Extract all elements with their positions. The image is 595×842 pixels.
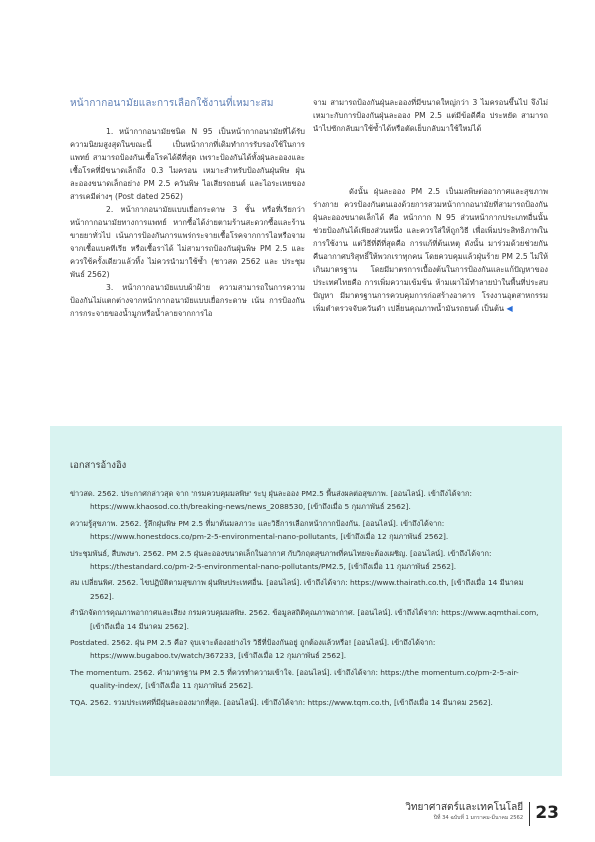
footer-journal	[405, 802, 523, 822]
section-heading: หน้ากากอนามัยและการเลือกใช้งานที่เหมาะสม	[70, 98, 274, 109]
page-footer	[405, 802, 559, 826]
paragraph-conclusion-text: ดังนั้น ฝุ่นละออง PM 2.5 เป็นมลพิษต่ออากาศและสุขภาพร่างกาย ควรป้องกันตนเองด้วยการสวมหน้ากากอนามัยที่สามารถป้องกันฝุ่นละอองขนาดเล็กได้ คือ หน้ากาก N 95 ส่วนหน้ากากประเภทอื่นนั้น ช่วยป้องกันได้เพียงส่วนหนึ่ง และควรใส่ให้ถูกวิธี เพื่อเพิ่มประสิทธิภาพในการใช้งาน แต่วิธีที่ดีที่สุดคือ การแก้ที่ต้นเหตุ ดังนั้น มาร่วมด้วยช่วยกันคืนอากาศบริสุทธิ์ให้พวกเราทุกคน โดยควบคุมแล้วฝุ่นร้าย PM 2.5 ไม่ให้เกินมาตรฐาน โดยมีมาตรการเบื้องต้นในการป้องกันและแก้ปัญหาของประเทศไทยคือ การเพิ่มความเข้มข้น ห้ามเผาไม้ทำลายป่าในพื้นที่ประสบปัญหา มีมาตรฐานการควบคุมการก่อสร้างอาคาร โรงงานอุตสาหกรรม เพิ่มตำตรวจจับควันดำ เปลี่ยนคุณภาพน้ำมันรถยนต์ เป็นต้น	[313, 187, 548, 313]
journal-issue: ปีที่ 34 ฉบับที่ 1 มกราคม-มีนาคม 2562	[433, 815, 524, 821]
right-column	[313, 96, 548, 315]
journal-title: วิทยาศาสตร์และเทคโนโลยี	[405, 802, 524, 813]
reference-item: ประชุมพันธ์, สืบพงษา. 2562. PM 2.5 ฝุ่นละอองขนาดเล็กในอากาศ กับวิกฤตสุขภาพที่คนไทยจะต้องเผชิญ. [ออนไลน์]. เข้าถึงได้จาก: https://thestandard.co/pm-2-5-environmental-nano-pollutants/PM2.5, [เข้าถึงเมื่อ 11 กุมภาพันธ์ 2562].	[70, 548, 492, 572]
references-box	[50, 426, 562, 776]
reference-item: สำนักจัดการคุณภาพอากาศและเสียง กรมควบคุมมลพิษ. 2562. ข้อมูลสถิติคุณภาพอากาศ. [ออนไลน์]. เข้าถึงได้จาก: https://www.aqmthai.com, [เข้าถึงเมื่อ 14 มีนาคม 2562].	[70, 608, 539, 631]
page-number: 23	[535, 803, 559, 823]
end-arrow-icon: ◀	[506, 304, 513, 313]
reference-item: TQA. 2562. รวมประเทศที่มีฝุ่นละอองมากที่สุด. [ออนไลน์]. เข้าถึงได้จาก: https://www.tqm.co.th, [เข้าถึงเมื่อ 14 มีนาคม 2562].	[70, 697, 493, 707]
paragraph-mask-n95: 1. หน้ากากอนามัยชนิด N 95 เป็นหน้ากากอนามัยที่ได้รับความนิยมสูงสุดในขณะนี้ เป็นหน้ากากที่เดิมทำการรับรองใช้ในการแพทย์ สามารถป้องกันเชื้อโรคได้ดีที่สุด เพราะป้องกันได้ทั้งฝุ่นละอองและเชื้อโรคที่มีขนาดเล็กถึง 0.3 ไมครอน เหมาะสำหรับป้องกันฝุ่นพิษ ฝุ่นละอองขนาดเล็กอย่าง PM 2.5 ควันพิษ ไอเสียรถยนต์ และไอระเหยของสารเคมีต่างๆ (Post dated 2562)	[70, 127, 305, 201]
reference-item: ข่าวสด. 2562. ประกาศกล่าวสุด จาก 'กรมควบคุมมลพิษ' ระบุ ฝุ่นละออง PM2.5 พื้นส่งผลต่อสุขภาพ. [ออนไลน์]. เข้าถึงได้จาก: https://www.khaosod.co.th/breaking-news/news_2088530, [เข้าถึงเมื่อ 5 กุมภาพันธ์ 2562].	[70, 489, 472, 512]
reference-item: The momentum. 2562. คำมาตรฐาน PM 2.5 ที่ควรทำความเข้าใจ. [ออนไลน์]. เข้าถึงได้จาก: https://the momentum.co/pm-2-5-air-quality-index/, [เข้าถึงเมื่อ 11 กุมภาพันธ์ 2562].	[70, 667, 519, 691]
reference-item: สม เปลี่ยนพิศ. 2562. ไขปฏิบัติตามสุขภาพ ฝุ่นพิษประเทศอื่น. [ออนไลน์]. เข้าถึงได้จาก: https://www.thairath.co.th, [เข้าถึงเมื่อ 14 มีนาคม 2562].	[70, 578, 524, 601]
paragraph-mask-paper: 2. หน้ากากอนามัยแบบเยื่อกระดาษ 3 ชั้น หรือที่เรียกว่าหน้ากากอนามัยทางการแพทย์ หากซื้อได้ง่ายตามร้านสะดวกซื้อและร้านขายยาทั่วไป เน้นการป้องกันการแพร่กระจายเชื้อโรคจากการไอหรือจามจากเชื้อแบคทีเรีย หรือเชื้อราได้ ไม่สามารถป้องกันฝุ่นพิษ PM 2.5 และควรใช้ครั้งเดียวแล้วทิ้ง ไม่ควรนำมาใช้ซ้ำ (ชาวสด 2562 และ ประชุมพันธ์ 2562)	[70, 205, 305, 279]
references-title: เอกสารอ้างอิง	[70, 460, 127, 471]
reference-item: ความรู้สุขภาพ. 2562. รู้ลึกฝุ่นพิษ PM 2.5 ที่มาต้นมลภาวะ และวิธีการเลือกหน้ากากป้องกัน. [ออนไลน์]. เข้าถึงได้จาก: https://www.honestdocs.co/pm-2-5-environmental-nano-pollutants, [เข้าถึงเมื่อ 12 กุมภาพันธ์ 2562].	[70, 518, 449, 542]
left-column	[70, 125, 305, 320]
paragraph-conclusion	[313, 185, 548, 315]
reference-item: Postdated. 2562. ฝุ่น PM 2.5 คือ? จุบเจาะต้องอย่างไร วิธีที่ป้องกันอยู่ ถูกต้องแล้วหรือ! [ออนไลน์]. เข้าถึงได้จาก: https://www.bugaboo.tv/watch/367233, [เข้าถึงเมื่อ 12 กุมภาพันธ์ 2562].	[70, 638, 436, 661]
footer-divider	[529, 802, 530, 826]
paragraph-mask-cotton: 3. หน้ากากอนามัยแบบผ้าฝ้าย ความสามารถในการความป้องกันไม่แตกต่างจากหน้ากากอนามัยแบบเยื่อกระดาษ เน้น การป้องกันการกระจายของน้ำมูกหรือน้ำลายจากการไอ	[70, 283, 305, 318]
paragraph-cotton-continued: จาม สามารถป้องกันฝุ่นละอองที่มีขนาดใหญ่กว่า 3 ไมครอนขึ้นไป จึงไม่เหมาะกับการป้องกันฝุ่นละออง PM 2.5 แต่มีข้อดีคือ ประหยัด สามารถนำไปซักกลับมาใช้ซ้ำได้หรือตัดเย็บกลับมาใช้ใหม่ได้	[313, 98, 548, 133]
